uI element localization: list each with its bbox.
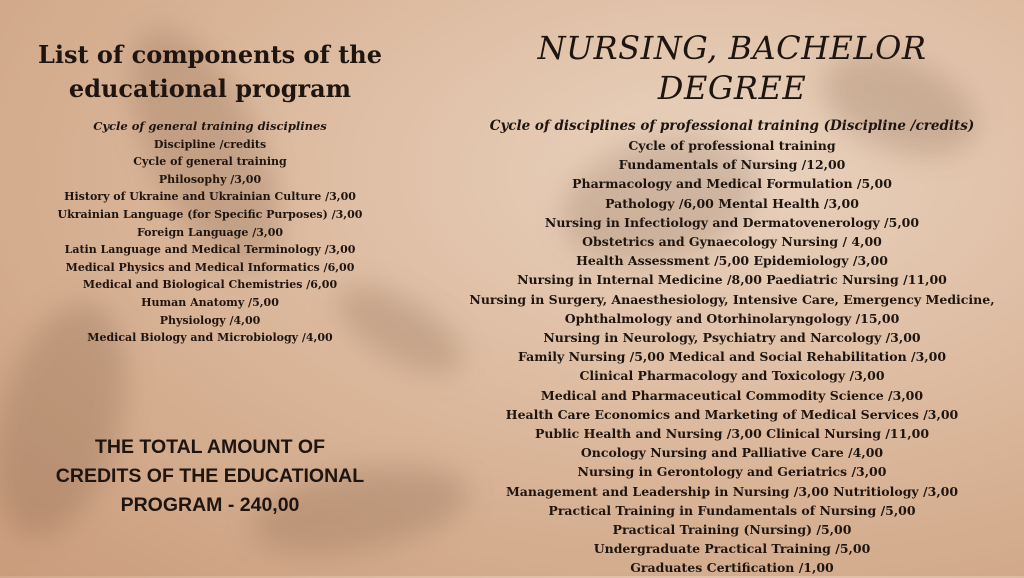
discipline-line: Nursing in Internal Medicine /8,00 Paediatric Nursing /11,00 <box>517 272 947 288</box>
discipline-line: Fundamentals of Nursing /12,00 <box>618 157 846 173</box>
discipline-line: Family Nursing /5,00 Medical and Social Rehabilitation /3,00 <box>517 349 947 365</box>
program-components-panel <box>10 38 410 347</box>
discipline-line: Health Care Economics and Marketing of Medical Services /3,00 <box>505 406 959 422</box>
discipline-line: Cycle of general training <box>133 155 287 169</box>
discipline-line: Discipline /credits <box>153 137 267 151</box>
heading-line: List of components of the <box>37 40 383 69</box>
discipline-line: Pathology /6,00 Mental Health /3,00 <box>605 195 859 211</box>
discipline-line: Practical Training in Fundamentals of Nursing /5,00 <box>548 502 916 518</box>
professional-training-panel <box>462 28 1002 578</box>
discipline-line: Clinical Pharmacology and Toxicology /3,00 <box>579 368 885 384</box>
discipline-line: Physiology /4,00 <box>159 313 261 327</box>
discipline-line: Nursing in Infectiology and Dermatovenerology /5,00 <box>544 214 920 230</box>
discipline-line: History of Ukraine and Ukrainian Culture /3,00 <box>64 190 356 204</box>
discipline-line: Obstetrics and Gynaecology Nursing / 4,00 <box>582 234 882 250</box>
discipline-line: Ukrainian Language (for Specific Purposes) /3,00 <box>57 207 363 221</box>
components-heading <box>10 38 410 106</box>
discipline-line: Graduates Certification /1,00 <box>630 560 834 576</box>
discipline-line: Health Assessment /5,00 Epidemiology /3,00 <box>576 253 888 269</box>
discipline-line: Nursing in Gerontology and Geriatrics /3,00 <box>577 464 887 480</box>
discipline-line: Human Anatomy /5,00 <box>141 295 279 309</box>
professional-cycle-title: Cycle of disciplines of professional training (Discipline /credits) <box>489 118 975 134</box>
total-line: PROGRAM - 240,00 <box>120 494 300 516</box>
discipline-line: Pharmacology and Medical Formulation /5,00 <box>572 176 892 192</box>
discipline-line: Oncology Nursing and Palliative Care /4,00 <box>580 445 884 461</box>
total-credits <box>10 433 410 520</box>
discipline-line: Public Health and Nursing /3,00 Clinical Nursing /11,00 <box>534 426 930 442</box>
discipline-line: Medical Biology and Microbiology /4,00 <box>87 331 333 345</box>
discipline-line: Medical and Biological Chemistries /6,00 <box>82 278 338 292</box>
discipline-line: Latin Language and Medical Terminology /3,00 <box>64 243 356 257</box>
discipline-line: Undergraduate Practical Training /5,00 <box>593 541 871 557</box>
heading-line: educational program <box>68 74 352 103</box>
discipline-line: Medical and Pharmaceutical Commodity Science /3,00 <box>540 387 924 403</box>
discipline-line: Foreign Language /3,00 <box>136 225 284 239</box>
general-cycle-title: Cycle of general training disciplines <box>93 119 327 133</box>
total-line: CREDITS OF THE EDUCATIONAL <box>55 465 365 487</box>
discipline-line: Philosophy /3,00 <box>158 172 262 186</box>
discipline-line: Nursing in Surgery, Anaesthesiology, Intensive Care, Emergency Medicine, <box>469 291 995 307</box>
discipline-line: Ophthalmology and Otorhinolaryngology /15,00 <box>564 310 900 326</box>
discipline-line: Cycle of professional training <box>628 138 836 153</box>
total-line: THE TOTAL AMOUNT OF <box>94 436 325 458</box>
discipline-line: Practical Training (Nursing) /5,00 <box>612 522 852 538</box>
discipline-line: Medical Physics and Medical Informatics /6,00 <box>65 260 355 274</box>
discipline-line: Nursing in Neurology, Psychiatry and Narcology /3,00 <box>543 330 921 346</box>
discipline-line: Management and Leadership in Nursing /3,00 Nutritiology /3,00 <box>505 483 959 499</box>
program-title: NURSING, BACHELOR DEGREE <box>537 29 927 107</box>
